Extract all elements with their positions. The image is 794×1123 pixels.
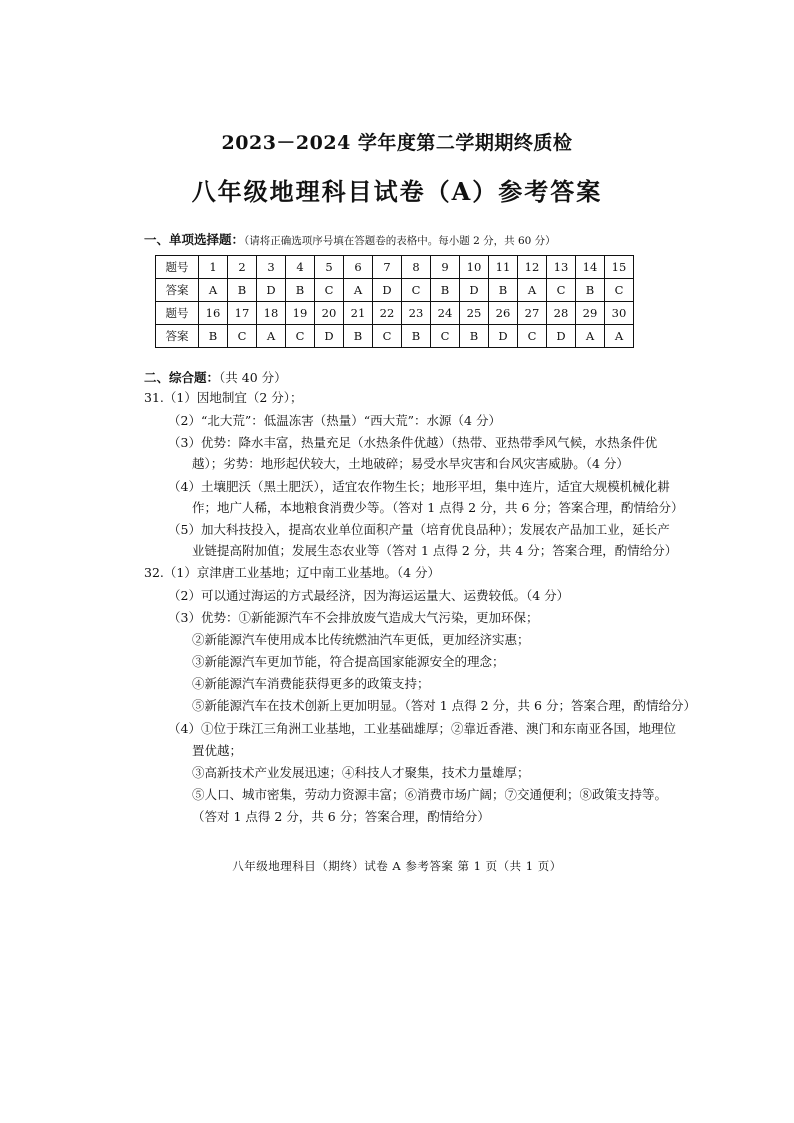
answer-line: （2）可以通过海运的方式最经济，因为海运运量大、运费较低。（4 分） bbox=[168, 588, 570, 603]
question-number-cell: 12 bbox=[518, 256, 547, 279]
answer-cell: A bbox=[344, 279, 373, 302]
question-number-cell: 23 bbox=[402, 302, 431, 325]
answer-cell: A bbox=[257, 325, 286, 348]
answer-line: （3）优势：①新能源汽车不会排放废气造成大气污染，更加环保； bbox=[168, 610, 539, 625]
answer-line: 作；地广人稀，本地粮食消费少等。（答对 1 点得 2 分，共 6 分；答案合理，酌情给分） bbox=[192, 500, 684, 515]
answer-cell: C bbox=[286, 325, 315, 348]
answer-line: 31.（1）因地制宜（2 分）； bbox=[144, 390, 303, 405]
answer-cell: A bbox=[605, 325, 634, 348]
answer-line: （答对 1 点得 2 分，共 6 分；答案合理，酌情给分） bbox=[192, 809, 490, 824]
answer-cell: C bbox=[315, 279, 344, 302]
question-number-cell: 21 bbox=[344, 302, 373, 325]
answer-cell: B bbox=[460, 325, 489, 348]
answer-cell: C bbox=[547, 279, 576, 302]
question-number-cell: 2 bbox=[228, 256, 257, 279]
question-number-cell: 7 bbox=[373, 256, 402, 279]
question-number-cell: 26 bbox=[489, 302, 518, 325]
answer-cell: D bbox=[315, 325, 344, 348]
answer-cell: B bbox=[431, 279, 460, 302]
answer-cell: D bbox=[373, 279, 402, 302]
answer-line: ⑤新能源汽车在技术创新上更加明显。（答对 1 点得 2 分，共 6 分；答案合理，酌情给分） bbox=[192, 698, 696, 713]
question-number-cell: 11 bbox=[489, 256, 518, 279]
answer-table bbox=[155, 255, 634, 348]
question-number-cell: 8 bbox=[402, 256, 431, 279]
question-number-cell: 6 bbox=[344, 256, 373, 279]
answer-cell: D bbox=[460, 279, 489, 302]
answer-line: ③高新技术产业发展迅速；④科技人才聚集，技术力量雄厚； bbox=[192, 765, 530, 780]
answer-line: （2）“北大荒”：低温冻害（热量）“西大荒”：水源（4 分） bbox=[168, 413, 501, 428]
question-number-cell: 13 bbox=[547, 256, 576, 279]
answer-line: ⑤人口、城市密集，劳动力资源丰富；⑥消费市场广阔；⑦交通便利；⑧政策支持等。 bbox=[192, 787, 668, 802]
section-1-heading bbox=[144, 230, 556, 248]
row-label: 答案 bbox=[156, 279, 199, 302]
question-number-cell: 17 bbox=[228, 302, 257, 325]
answer-line: （4）土壤肥沃（黑土肥沃），适宜农作物生长；地形平坦，集中连片，适宜大规模机械化耕 bbox=[168, 479, 670, 494]
answer-cell: C bbox=[605, 279, 634, 302]
answer-cell: A bbox=[576, 325, 605, 348]
answer-cell: B bbox=[576, 279, 605, 302]
section-2-heading bbox=[144, 368, 287, 386]
table-row bbox=[156, 325, 634, 348]
answer-cell: C bbox=[373, 325, 402, 348]
question-number-cell: 27 bbox=[518, 302, 547, 325]
answer-cell: D bbox=[547, 325, 576, 348]
question-number-cell: 1 bbox=[199, 256, 228, 279]
question-number-cell: 24 bbox=[431, 302, 460, 325]
question-number-cell: 15 bbox=[605, 256, 634, 279]
question-number-cell: 16 bbox=[199, 302, 228, 325]
answer-cell: D bbox=[257, 279, 286, 302]
answer-line: 32.（1）京津唐工业基地；辽中南工业基地。（4 分） bbox=[144, 565, 441, 580]
answer-cell: C bbox=[431, 325, 460, 348]
answer-cell: C bbox=[228, 325, 257, 348]
question-number-cell: 19 bbox=[286, 302, 315, 325]
answer-line: 置优越； bbox=[192, 743, 243, 758]
answer-line: （3）优势：降水丰富，热量充足（水热条件优越）（热带、亚热带季风气候，水热条件优 bbox=[168, 435, 658, 450]
table-row bbox=[156, 279, 634, 302]
answer-line: （4）①位于珠江三角洲工业基地，工业基础雄厚；②靠近香港、澳门和东南亚各国，地理位 bbox=[168, 721, 676, 736]
section-1-label: 一、单项选择题： bbox=[144, 232, 245, 247]
exam-term-title: 2023－2024 学年度第二学期期终质检 bbox=[221, 132, 573, 154]
answer-line: ④新能源汽车消费能获得更多的政策支持； bbox=[192, 676, 430, 691]
question-number-cell: 18 bbox=[257, 302, 286, 325]
answer-cell: B bbox=[199, 325, 228, 348]
table-row bbox=[156, 302, 634, 325]
question-number-cell: 14 bbox=[576, 256, 605, 279]
row-label: 题号 bbox=[156, 256, 199, 279]
question-number-cell: 20 bbox=[315, 302, 344, 325]
question-number-cell: 10 bbox=[460, 256, 489, 279]
answer-line: ③新能源汽车更加节能，符合提高国家能源安全的理念； bbox=[192, 654, 505, 669]
answer-cell: B bbox=[344, 325, 373, 348]
row-label: 答案 bbox=[156, 325, 199, 348]
answer-key-title: 八年级地理科目试卷（A）参考答案 bbox=[191, 177, 603, 206]
answer-cell: B bbox=[489, 279, 518, 302]
section-1-note: （请将正确选项序号填在答题卷的表格中。每小题 2 分，共 60 分） bbox=[244, 235, 556, 247]
answer-line: ②新能源汽车使用成本比传统燃油汽车更低，更加经济实惠； bbox=[192, 632, 530, 647]
question-number-cell: 25 bbox=[460, 302, 489, 325]
row-label: 题号 bbox=[156, 302, 199, 325]
question-number-cell: 22 bbox=[373, 302, 402, 325]
page-footer: 八年级地理科目（期终）试卷 A 参考答案 第 1 页（共 1 页） bbox=[232, 859, 562, 873]
answer-line: 越）；劣势：地形起伏较大，土地破碎；易受水旱灾害和台风灾害威胁。（4 分） bbox=[192, 456, 629, 471]
section-2-note: （共 40 分） bbox=[219, 370, 287, 385]
question-number-cell: 28 bbox=[547, 302, 576, 325]
answer-line: 业链提高附加值；发展生态农业等（答对 1 点得 2 分，共 4 分；答案合理，酌情给分） bbox=[192, 543, 678, 558]
question-number-cell: 4 bbox=[286, 256, 315, 279]
answer-cell: C bbox=[402, 279, 431, 302]
answer-cell: A bbox=[518, 279, 547, 302]
question-number-cell: 30 bbox=[605, 302, 634, 325]
question-number-cell: 29 bbox=[576, 302, 605, 325]
question-number-cell: 9 bbox=[431, 256, 460, 279]
answer-cell: B bbox=[228, 279, 257, 302]
answer-cell: B bbox=[402, 325, 431, 348]
question-number-cell: 3 bbox=[257, 256, 286, 279]
answer-cell: D bbox=[489, 325, 518, 348]
answer-cell: B bbox=[286, 279, 315, 302]
answer-line: （5）加大科技投入，提高农业单位面积产量（培育优良品种）；发展农产品加工业，延长产 bbox=[168, 522, 670, 537]
table-row bbox=[156, 256, 634, 279]
answer-cell: C bbox=[518, 325, 547, 348]
section-2-label: 二、综合题： bbox=[144, 370, 220, 385]
answer-cell: A bbox=[199, 279, 228, 302]
question-number-cell: 5 bbox=[315, 256, 344, 279]
